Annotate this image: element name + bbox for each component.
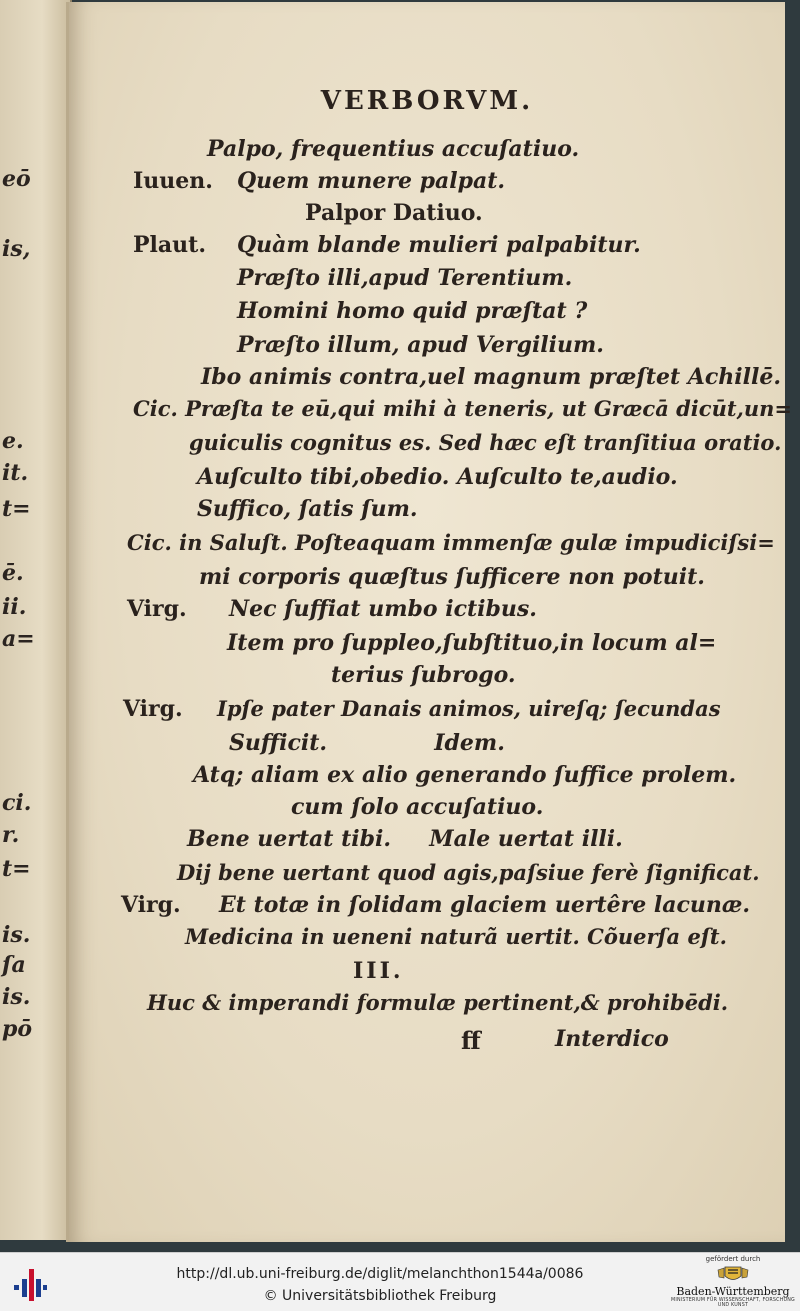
text-line: Quem munere palpat. bbox=[237, 168, 506, 194]
coat-of-arms-icon bbox=[715, 1264, 751, 1284]
running-header: VERBORVM. bbox=[320, 86, 534, 116]
text-line: guiculis cognitus es. Sed hæc eſt tranſitiua oratio. bbox=[189, 430, 782, 455]
text-line: Præſto illi,apud Terentium. bbox=[237, 265, 573, 291]
text-line: Cic. Præſta te eū,qui mihi à teneris, ut Græcā dicūt,un= bbox=[133, 396, 792, 421]
text-line: Ibo animis contra,uel magnum præſtet Achillē. bbox=[201, 364, 781, 390]
facing-page-fragment: eō bbox=[2, 166, 31, 192]
facing-page-fragment: e. bbox=[2, 428, 24, 454]
margin-citation: Virg. bbox=[121, 892, 181, 918]
text-line: Sufficit. Idem. bbox=[229, 730, 505, 756]
permalink-url[interactable]: http://dl.ub.uni-freiburg.de/diglit/melanchthon1544a/0086 bbox=[176, 1266, 584, 1282]
text-line: Cic. in Saluſt. Poſteaquam immenſæ gulæ impudiciſsi= bbox=[127, 530, 775, 555]
text-line: Præſto illum, apud Vergilium. bbox=[237, 332, 604, 358]
facing-page-fragment: t= bbox=[2, 496, 31, 522]
text-line: Palpo, frequentius accuſatiuo. bbox=[207, 136, 580, 162]
book-page bbox=[66, 2, 792, 1242]
facing-page-fragment: is. bbox=[2, 984, 31, 1010]
facing-page-fragment: it. bbox=[2, 460, 29, 486]
facing-page-fragment: ē. bbox=[2, 560, 24, 586]
text-line: Ipſe pater Danais animos, uireſq; ſecundas bbox=[217, 696, 721, 721]
facing-page-fragment: ii. bbox=[2, 594, 27, 620]
text-line: cum ſolo accuſatiuo. bbox=[291, 794, 544, 820]
facing-page-fragment: ſa bbox=[2, 952, 26, 978]
text-line: Palpor Datiuo. bbox=[305, 200, 483, 226]
text-line: Atq; aliam ex alio generando ſuffice prolem. bbox=[193, 762, 737, 788]
text-line: Nec ſuffiat umbo ictibus. bbox=[229, 596, 537, 622]
sponsor-ministry: MINISTERIUM FÜR WISSENSCHAFT, FORSCHUNG UND KUNST bbox=[671, 1298, 795, 1308]
text-line: Huc & imperandi formulæ pertinent,& prohibēdi. bbox=[147, 990, 729, 1015]
margin-citation: Virg. bbox=[127, 596, 187, 622]
text-line: Et totæ in ſolidam glaciem uertêre lacunæ. bbox=[219, 892, 751, 918]
text-line: mi corporis quæſtus ſufficere non potuit. bbox=[199, 564, 705, 590]
text-line: Quàm blande mulieri palpabitur. bbox=[237, 232, 641, 258]
sponsor-block bbox=[668, 1255, 798, 1308]
margin-citation: Plaut. bbox=[133, 232, 206, 258]
text-line: terius ſubrogo. bbox=[331, 662, 516, 688]
facing-page-fragment: ci. bbox=[2, 790, 32, 816]
text-line: Dij bene uertant quod agis,paſsiue ferè ſignificat. bbox=[177, 860, 760, 885]
text-line: Item pro ſuppleo,ſubſtituo,in locum al= bbox=[227, 630, 717, 656]
text-line: Suffico, ſatis ſum. bbox=[197, 496, 418, 522]
facing-page-edge bbox=[0, 0, 72, 1240]
catchword: Interdico bbox=[555, 1026, 669, 1052]
copyright-notice: © Universitätsbibliothek Freiburg bbox=[263, 1288, 497, 1304]
text-line: Auſculto tibi,obedio. Auſculto te,audio. bbox=[197, 464, 678, 490]
section-number: III. bbox=[353, 958, 404, 984]
facing-page-fragment: a= bbox=[2, 626, 35, 652]
text-line: Medicina in ueneni naturã uertit. Cõuerſa eſt. bbox=[185, 924, 727, 949]
margin-citation: Virg. bbox=[123, 696, 183, 722]
facing-page-fragment: t= bbox=[2, 856, 31, 882]
sponsor-name: Baden-Württemberg bbox=[676, 1285, 790, 1298]
facing-page-fragment: is. bbox=[2, 922, 31, 948]
facing-page-fragment: r. bbox=[2, 822, 20, 848]
margin-citation: Iuuen. bbox=[133, 168, 213, 194]
text-line: Homini homo quid præſtat ? bbox=[237, 298, 588, 324]
text-line: Bene uertat tibi. Male uertat illi. bbox=[187, 826, 623, 852]
facing-page-fragment: pō bbox=[2, 1016, 33, 1042]
signature-mark: ff bbox=[461, 1026, 481, 1055]
sponsor-caption: gefördert durch bbox=[705, 1255, 761, 1263]
facing-page-fragment: is, bbox=[2, 236, 31, 262]
viewer-footer bbox=[0, 1252, 800, 1311]
